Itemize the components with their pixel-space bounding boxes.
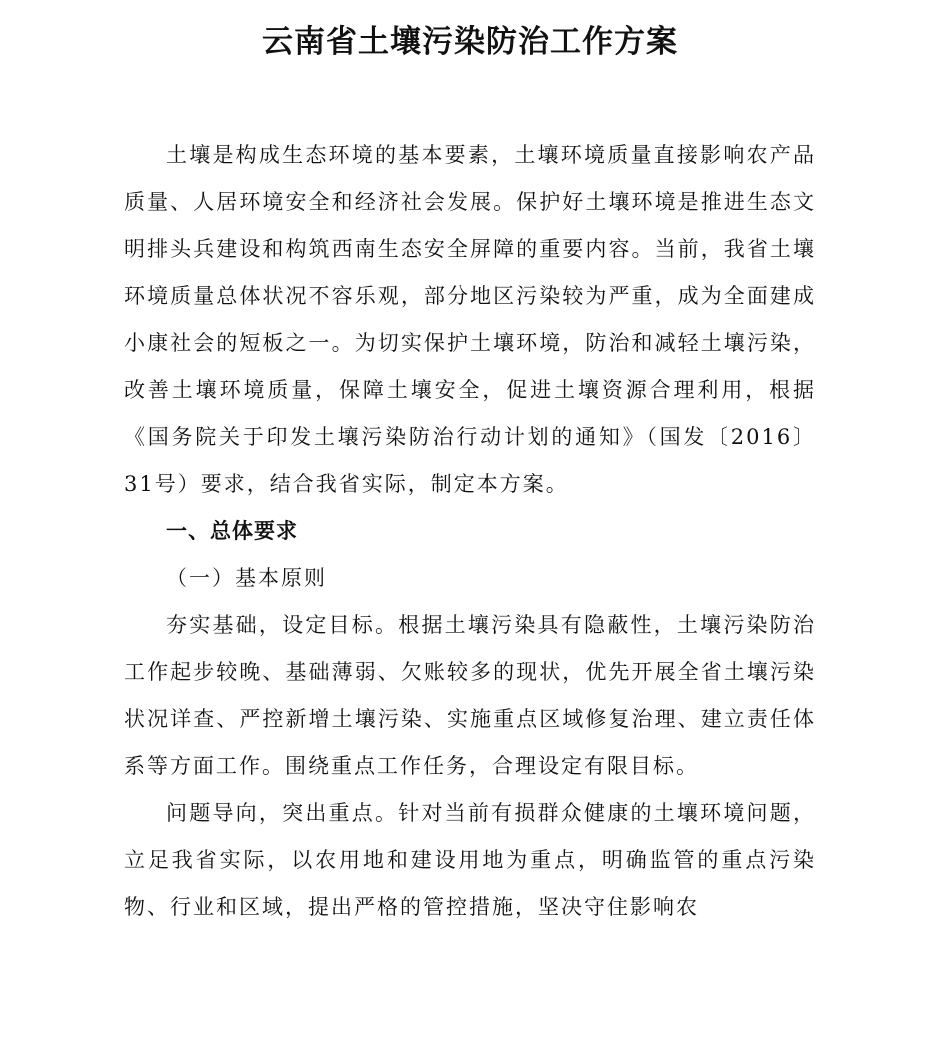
document-body: [124, 132, 816, 931]
principle-paragraph-problem-oriented: 问题导向，突出重点。针对当前有损群众健康的土壤环境问题，立足我省实际，以农用地和建设用地为重点，明确监管的重点污染物、行业和区域，提出严格的管控措施，坚决守住影响农: [124, 801, 816, 919]
subsection-heading-basic-principles: （一）基本原则: [166, 566, 327, 590]
section-heading-general-requirements: 一、总体要求: [166, 519, 298, 543]
principle-paragraph-foundation: 夯实基础，设定目标。根据土壤污染具有隐蔽性，土壤污染防治工作起步较晚、基础薄弱、欠账较多的现状，优先开展全省土壤污染状况详查、严控新增土壤污染、实施重点区域修复治理、建立责任体系等方面工作。围绕重点工作任务，合理设定有限目标。: [124, 613, 816, 778]
intro-paragraph: 土壤是构成生态环境的基本要素，土壤环境质量直接影响农产品质量、人居环境安全和经济社会发展。保护好土壤环境是推进生态文明排头兵建设和构筑西南生态安全屏障的重要内容。当前，我省土壤环境质量总体状况不容乐观，部分地区污染较为严重，成为全面建成小康社会的短板之一。为切实保护土壤环境，防治和减轻土壤污染，改善土壤环境质量，保障土壤安全，促进土壤资源合理利用，根据《国务院关于印发土壤污染防治行动计划的通知》（国发〔2016〕31号）要求，结合我省实际，制定本方案。: [124, 143, 816, 496]
document-title: 云南省土壤污染防治工作方案: [262, 24, 678, 60]
